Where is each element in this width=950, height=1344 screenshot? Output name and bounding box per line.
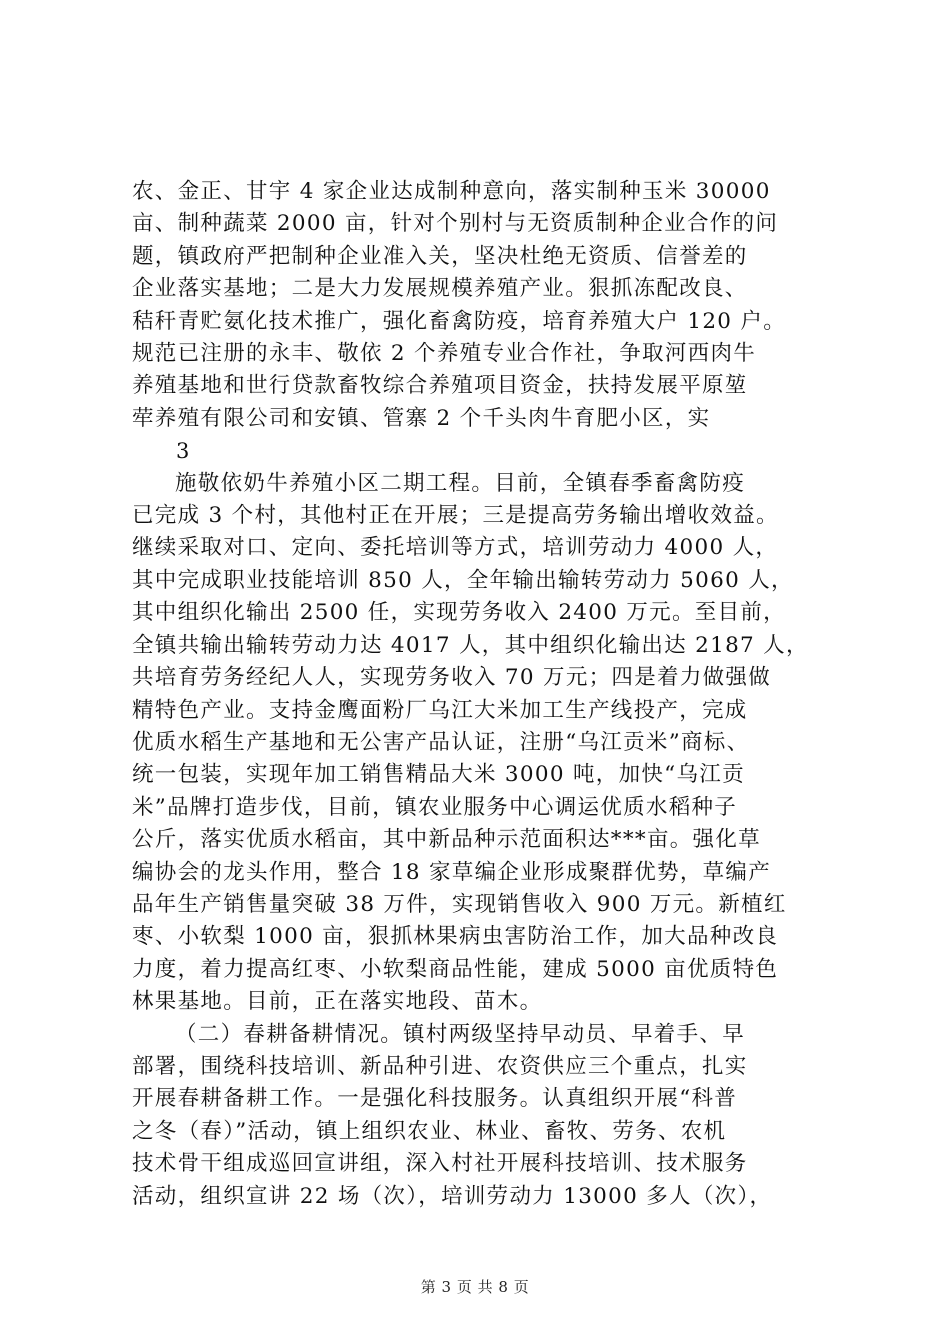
text-line: 题，镇政府严把制种企业准入关，坚决杜绝无资质、信誉差的 [132,243,748,269]
text-line: 品年生产销售量突破 38 万件，实现销售收入 900 万元。新植红 [132,891,787,917]
text-line: （二）春耕备耕情况。镇村两级坚持早动员、早着手、早 [175,1021,746,1047]
paragraph-1 [132,176,824,435]
text-line: 施敬依奶牛养殖小区二期工程。目前，全镇春季畜禽防疫 [175,470,746,496]
paragraph-2 [132,468,824,1019]
text-line: 统一包装，实现年加工销售精品大米 3000 吨，加快“乌江贡 [132,762,745,788]
text-line: 其中组织化输出 2500 任，实现劳务收入 2400 万元。至目前， [132,600,786,626]
text-line: 全镇共输出输转劳动力达 4017 人，其中组织化输出达 2187 人， [132,632,809,658]
text-line: 开展春耕备耕工作。一是强化科技服务。认真组织开展“科普 [132,1086,738,1112]
text-line: 技术骨干组成巡回宣讲组，深入村社开展科技培训、技术服务 [132,1151,748,1177]
text-line: 亩、制种蔬菜 2000 亩，针对个别村与无资质制种企业合作的问 [132,211,779,237]
text-line: 部署，围绕科技培训、新品种引进、农资供应三个重点，扎实 [132,1053,748,1079]
text-line: 公斤，落实优质水稻亩，其中新品种示范面积达***亩。强化草 [132,827,761,853]
text-line: 企业落实基地；二是大力发展规模养殖产业。狠抓冻配改良、 [132,276,748,302]
text-line: 其中完成职业技能培训 850 人，全年输出输转劳动力 5060 人， [132,567,794,593]
text-line: 继续采取对口、定向、委托培训等方式，培训劳动力 4000 人， [132,535,779,561]
page-number-label: 第 3 页 共 8 页 [420,1278,530,1296]
body-text [132,176,824,1213]
text-line: 之冬（春）”活动，镇上组织农业、林业、畜牧、劳务、农机 [132,1118,727,1144]
paragraph-3 [132,1019,824,1213]
text-line: 枣、小软梨 1000 亩，狠抓林果病虫害防治工作，加大品种改良 [132,924,779,950]
text-line: 力度，着力提高红枣、小软梨商品性能，建成 5000 亩优质特色 [132,956,779,982]
text-line: 优质水稻生产基地和无公害产品认证，注册“乌江贡米”商标、 [132,729,750,755]
page-footer [0,1276,950,1297]
text-line: 米”品牌打造步伐，目前，镇农业服务中心调运优质水稻种子 [132,794,738,820]
text-line: 编协会的龙头作用，整合 18 家草编企业形成聚群优势，草编产 [132,859,772,885]
page-marker: 3 [176,439,191,464]
text-line: 已完成 3 个村，其他村正在开展；三是提高劳务输出增收效益。 [132,503,779,529]
text-line: 养殖基地和世行贷款畜牧综合养殖项目资金，扶持发展平原堃 [132,373,748,399]
text-line: 林果基地。目前，正在落实地段、苗木。 [132,989,543,1015]
text-line: 精特色产业。支持金鹰面粉厂乌江大米加工生产线投产，完成 [132,697,748,723]
text-line: 农、金正、甘宇 4 家企业达成制种意向，落实制种玉米 30000 [132,179,771,204]
text-line: 共培育劳务经纪人人，实现劳务收入 70 万元；四是着力做强做 [132,665,772,691]
text-line: 荦养殖有限公司和安镇、管寨 2 个千头肉牛育肥小区，实 [132,405,711,431]
text-line: 秸秆青贮氨化技术推广，强化畜禽防疫，培育养殖大户 120 户。 [132,308,787,334]
text-line: 活动，组织宣讲 22 场（次），培训劳动力 13000 多人（次）， [132,1183,773,1209]
text-line: 规范已注册的永丰、敬依 2 个养殖专业合作社，争取河西肉牛 [132,341,757,367]
